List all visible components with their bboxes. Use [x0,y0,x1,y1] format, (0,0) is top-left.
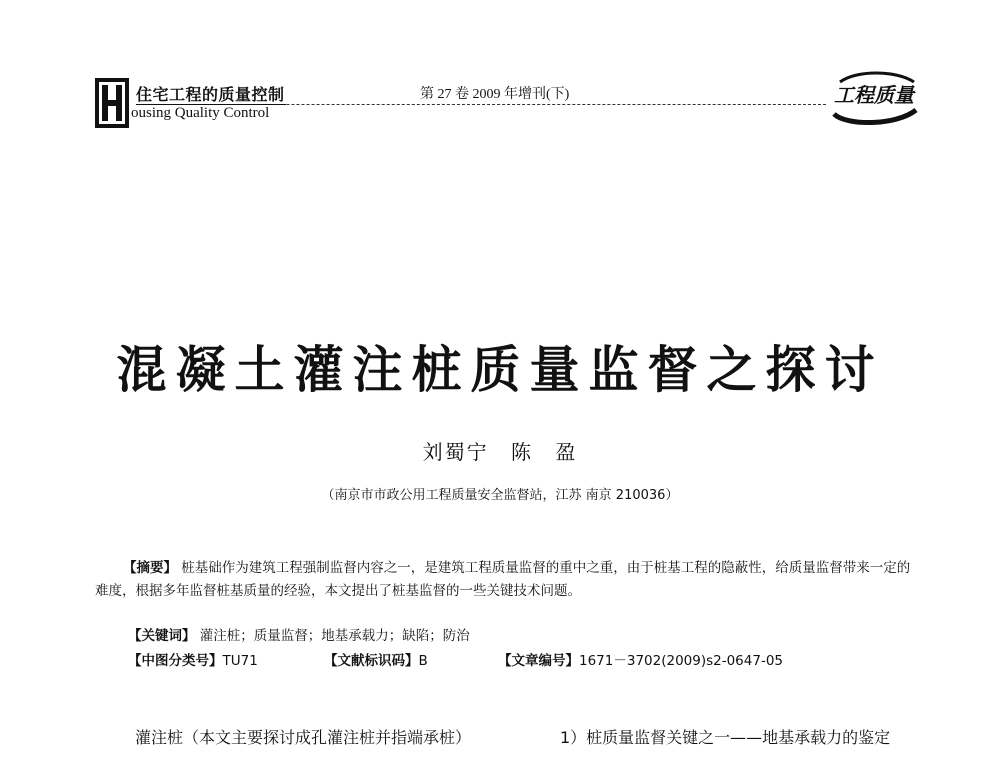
keywords-label: 【关键词】 [128,628,196,644]
quality-badge-icon [826,70,922,126]
abstract-label: 【摘要】 [123,560,177,576]
doc-code-label: 【文献标识码】 [324,653,419,669]
article-no-label: 【文章编号】 [498,653,579,669]
doc-code-value: B [418,653,428,669]
abstract-text: 桩基础作为建筑工程强制监督内容之一，是建筑工程质量监督的重中之重，由于桩基工程的隐蔽性，给质量监督带来一定的难度，根据多年监督桩基质量的经验，本文提出了桩基监督的一些关键技术问题。 [95,560,911,599]
issue-info: 第 27 卷 2009 年增刊(下) [420,87,570,102]
page-header [0,0,1000,140]
article-title: 混凝土灌注桩质量监督之探讨 [116,341,884,399]
article-affiliation: （南京市市政公用工程质量安全监督站，江苏 南京 210036） [321,488,679,503]
body-right-column-line: 1）桩质量监督关键之一——地基承载力的鉴定 [560,728,891,747]
article-no-value: 1671－3702(2009)s2-0647-05 [579,653,784,669]
journal-logo-icon [95,78,129,128]
keywords-text: 灌注桩；质量监督；地基承载力；缺陷；防治 [199,628,470,644]
abstract [95,557,915,603]
body-left-column-line: 灌注桩（本文主要探讨成孔灌注桩并指端承桩） [135,728,472,747]
journal-title-cn: 住宅工程的质量控制 [136,85,285,104]
clc-label: 【中图分类号】 [128,653,223,669]
badge-text: 工程质量 [834,83,914,107]
keywords [128,624,470,644]
clc-value: TU71 [222,653,258,669]
journal-title-en: ousing Quality Control [131,105,270,121]
article-authors: 刘蜀宁 陈 盈 [422,440,578,464]
